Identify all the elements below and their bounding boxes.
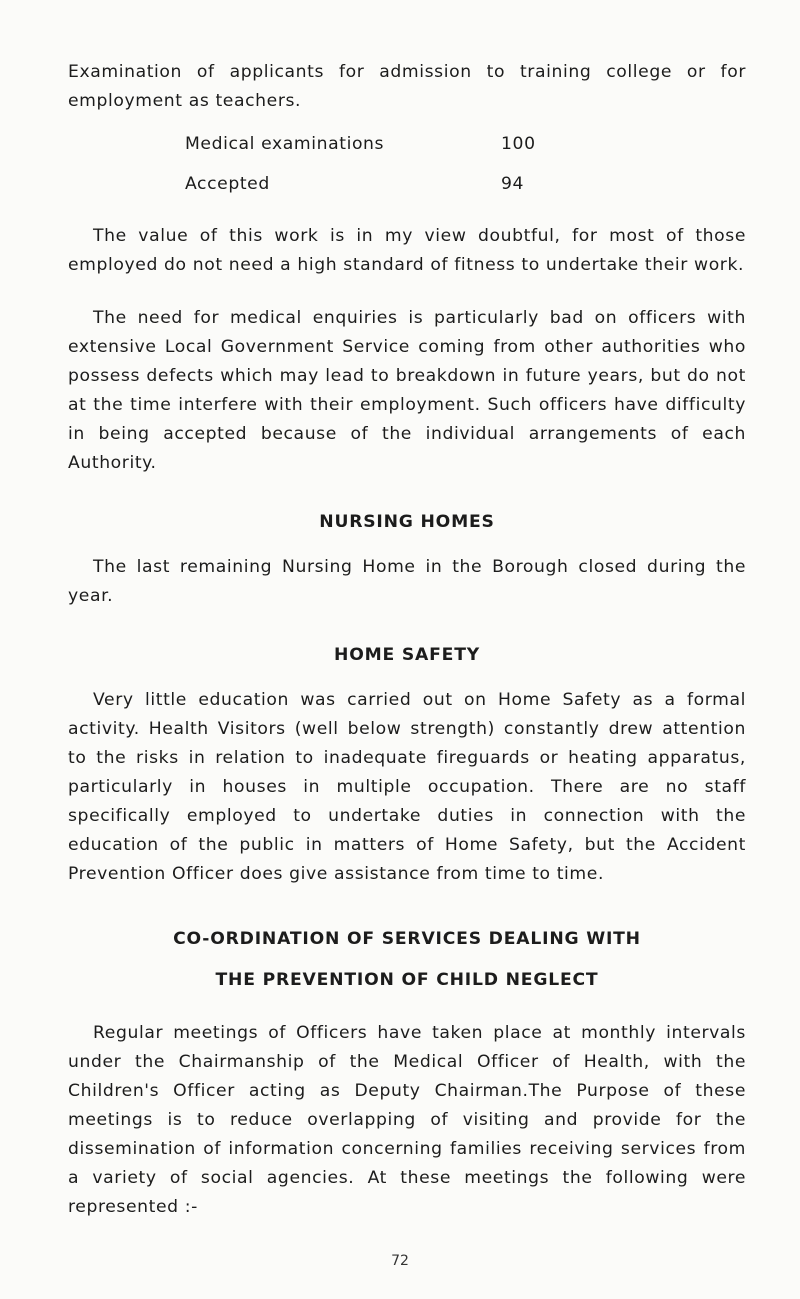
stat-label: Accepted	[185, 174, 270, 194]
stat-value: 94	[501, 174, 525, 194]
document-page	[68, 58, 746, 1222]
stat-row-medical-examinations	[68, 130, 746, 170]
stat-row-accepted	[68, 170, 746, 210]
value-of-work-paragraph: The value of this work is in my view doubtful, for most of those employed do not need a high standard of fitness to undertake their work.	[68, 226, 746, 275]
nursing-homes-heading: NURSING HOMES	[319, 512, 495, 532]
home-safety-paragraph: Very little education was carried out on Home Safety as a formal activity. Health Visitors (well below strength) constantly drew attention to the risks in relation to inadequate fireguards or heating apparatus, particularly in houses in multiple occupation. There are no staff specifically employed to undertake duties in connection with the education of the public in matters of Home Safety, but the Accident Prevention Officer does give assistance from time to time.	[68, 690, 746, 884]
stat-value: 100	[501, 134, 536, 154]
medical-enquiries-paragraph: The need for medical enquiries is particularly bad on officers with extensive Local Government Service coming from other authorities who possess defects which may lead to breakdown in future years, but do not at the time interfere with their employment. Such officers have difficulty in being accepted because of the individual arrangements of each Authority.	[68, 308, 746, 473]
page-number: 72	[391, 1253, 409, 1269]
coordination-paragraph: Regular meetings of Officers have taken place at monthly intervals under the Chairmanship of the Medical Officer of Health, with the Children's Officer acting as Deputy Chairman.The Purpose of these meetings is to reduce overlapping of visiting and provide for the dissemination of information concerning families receiving services from a variety of social agencies. At these meetings the following were represented :-	[68, 1023, 746, 1217]
intro-paragraph: Examination of applicants for admission to training college or for employment as teachers.	[68, 62, 746, 111]
coordination-heading-line1: CO-ORDINATION OF SERVICES DEALING WITH	[173, 929, 641, 949]
nursing-homes-paragraph: The last remaining Nursing Home in the Borough closed during the year.	[68, 557, 746, 606]
home-safety-heading: HOME SAFETY	[334, 645, 480, 665]
coordination-heading-line2: THE PREVENTION OF CHILD NEGLECT	[215, 970, 599, 990]
stat-label: Medical examinations	[185, 134, 385, 154]
examination-stats	[68, 130, 746, 210]
